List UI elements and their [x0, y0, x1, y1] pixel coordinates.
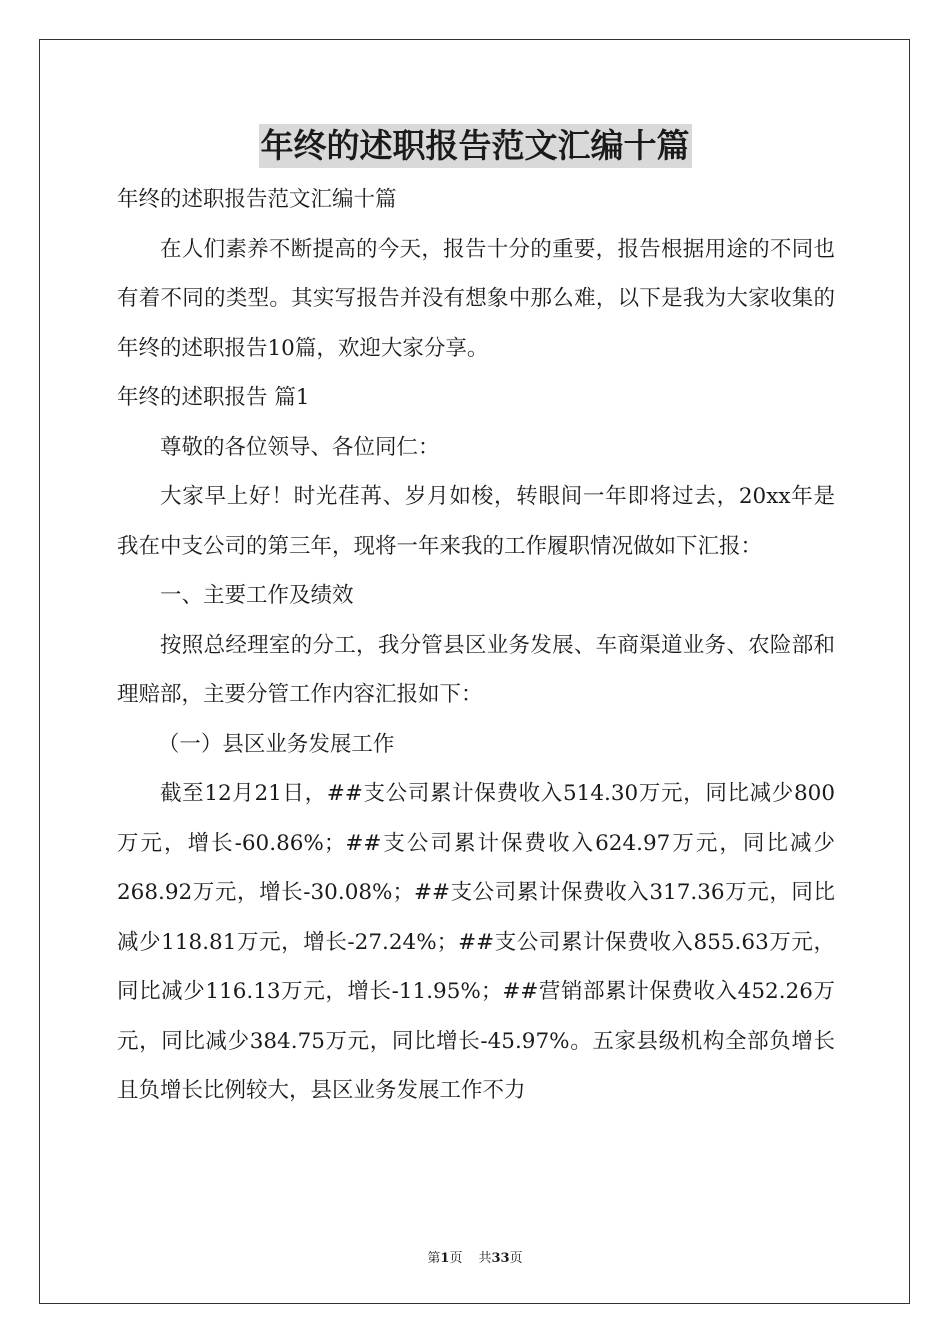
footer-total-pages: 33: [491, 1251, 510, 1266]
paragraph-statistics: 截至12月21日，##支公司累计保费收入514.30万元，同比减少800万元，增长-60.86%；##支公司累计保费收入624.97万元，同比减少268.92万元，增长-30.08%；##支公司累计保费收入317.36万元，同比减少118.81万元，增长-27.24%；##支公司累计保费收入855.63万元，同比减少116.13万元，增长-11.95%；##营销部累计保费收入452.26万元，同比减少384.75万元，同比增长-45.97%。五家县级机构全部负增长且负增长比例较大，县区业务发展工作不力: [117, 781, 835, 1103]
footer-page-suffix: 页: [449, 1251, 463, 1266]
footer-total-prefix: 共: [478, 1251, 492, 1266]
subsection-heading: 一、主要工作及绩效: [160, 583, 354, 608]
subsection-item-heading: （一）县区业务发展工作: [157, 731, 395, 757]
paragraph-greeting: 大家早上好！时光荏苒、岁月如梭，转眼间一年即将过去，20xx年是我在中支公司的第三年，现将一年来我的工作履职情况做如下汇报：: [117, 484, 835, 559]
paragraph-salutation: 尊敬的各位领导、各位同仁：: [160, 434, 440, 460]
paragraph-intro: 在人们素养不断提高的今天，报告十分的重要，报告根据用途的不同也有着不同的类型。其实写报告并没有想象中那么难，以下是我为大家收集的年终的述职报告10篇，欢迎大家分享。: [117, 236, 835, 361]
footer-page-prefix: 第: [427, 1251, 441, 1266]
footer-total-suffix: 页: [509, 1251, 523, 1266]
title-container: [0, 124, 950, 168]
footer-page-number: 1: [440, 1251, 450, 1266]
paragraph-division: 按照总经理室的分工，我分管县区业务发展、车商渠道业务、农险部和理赔部，主要分管工作内容汇报如下：: [117, 632, 835, 707]
paragraph-heading: 年终的述职报告范文汇编十篇: [117, 187, 397, 212]
section-heading: 年终的述职报告 篇1: [117, 385, 310, 410]
document-body: [117, 175, 835, 1116]
document-title: 年终的述职报告范文汇编十篇: [259, 124, 692, 168]
page-footer: [0, 1247, 950, 1266]
